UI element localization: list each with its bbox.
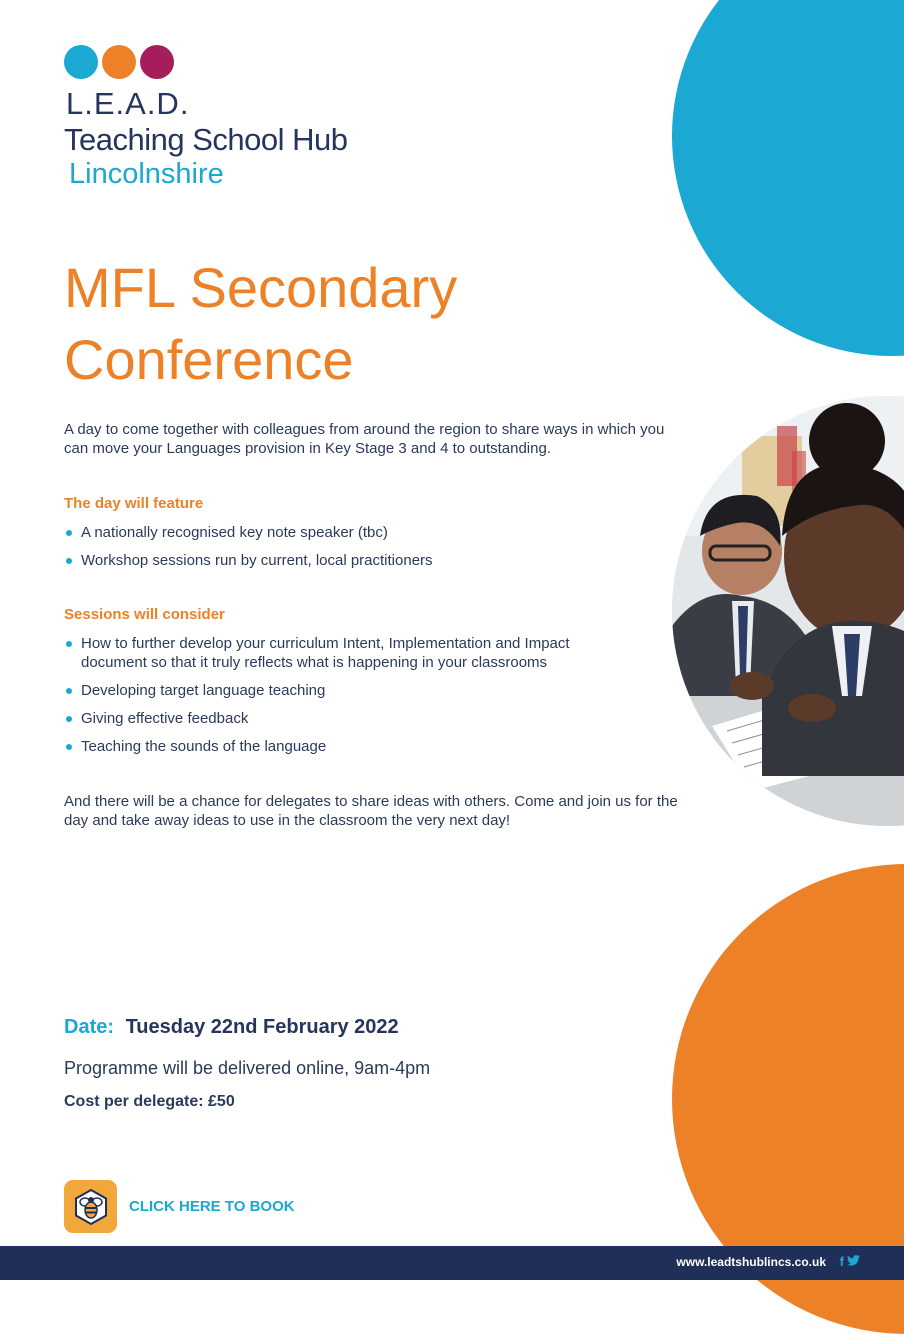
classroom-photo xyxy=(672,396,904,826)
logo-lincolnshire: Lincolnshire xyxy=(69,158,224,190)
facebook-icon[interactable]: f xyxy=(839,1254,844,1269)
list-item: Developing target language teaching xyxy=(64,681,624,700)
intro-paragraph: A day to come together with colleagues from around the region to share ways in which you can move your Languages provision in Key Stage 3 and 4 to outstanding. xyxy=(64,421,665,457)
features-list xyxy=(64,523,624,579)
sessions-list xyxy=(64,634,624,765)
book-label[interactable]: CLICK HERE TO BOOK xyxy=(129,1198,295,1215)
logo-dot-blue xyxy=(64,45,98,79)
logo-dots xyxy=(64,45,174,79)
sessions-heading: Sessions will consider xyxy=(64,606,225,623)
footer-bar xyxy=(0,1246,904,1280)
page-title xyxy=(64,252,624,396)
list-item: Teaching the sounds of the language xyxy=(64,737,624,756)
title-line-2: Conference xyxy=(64,328,354,391)
website-link[interactable]: www.leadtshublincs.co.uk xyxy=(676,1255,826,1269)
logo-teaching-school-hub: Teaching School Hub xyxy=(64,122,348,157)
book-button[interactable] xyxy=(64,1180,295,1233)
list-item: Workshop sessions run by current, local practitioners xyxy=(64,551,624,570)
programme-info: Programme will be delivered online, 9am-4pm xyxy=(64,1058,431,1078)
logo-dot-plum xyxy=(140,45,174,79)
decorative-blue-circle xyxy=(672,0,904,356)
event-date xyxy=(64,1016,399,1039)
date-label: Date: xyxy=(64,1016,115,1038)
logo-dot-orange xyxy=(102,45,136,79)
list-item: Giving effective feedback xyxy=(64,709,624,728)
list-item: A nationally recognised key note speaker (tbc) xyxy=(64,523,624,542)
logo-lead: L.E.A.D. xyxy=(66,86,190,121)
twitter-icon[interactable] xyxy=(847,1254,860,1269)
features-heading: The day will feature xyxy=(64,495,204,512)
list-item: How to further develop your curriculum Intent, Implementation and Impact document so that it truly reflects what is happening in your classrooms xyxy=(64,634,624,672)
closing-paragraph: And there will be a chance for delegates to share ideas with others. Come and join us for the day and take away ideas to use in the classroom the very next day! xyxy=(64,793,678,829)
cost-info: Cost per delegate: £50 xyxy=(64,1093,235,1110)
bee-icon[interactable] xyxy=(64,1180,117,1233)
title-line-1: MFL Secondary xyxy=(64,256,458,319)
date-value: Tuesday 22nd February 2022 xyxy=(125,1016,399,1038)
